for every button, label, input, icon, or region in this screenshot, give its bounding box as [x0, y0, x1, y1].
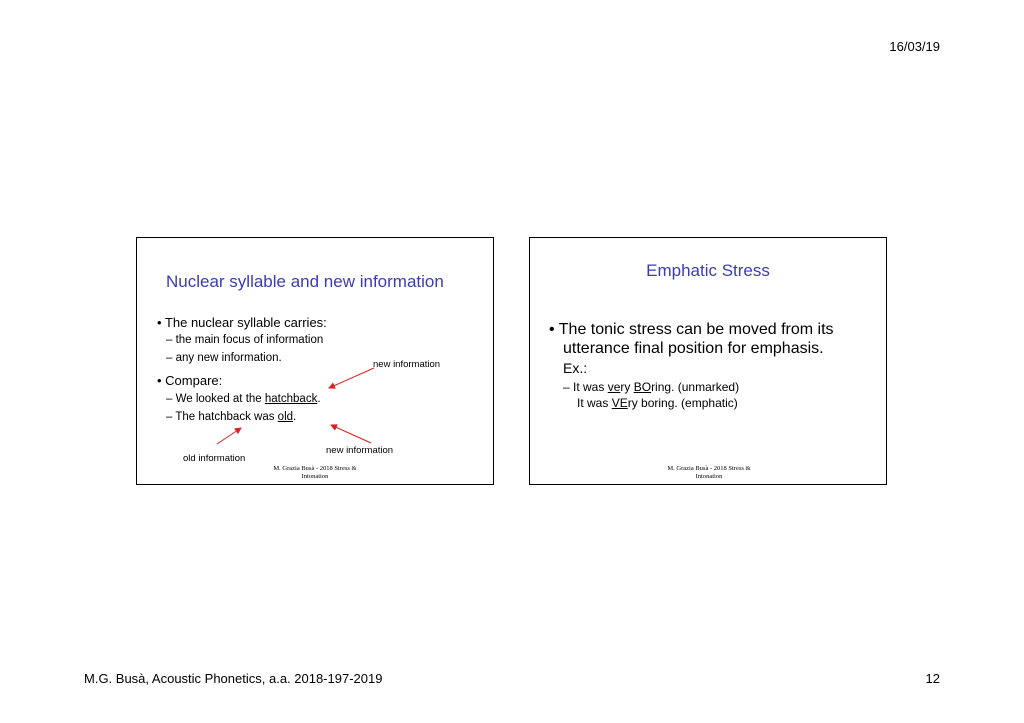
footer-course-info: M.G. Busà, Acoustic Phonetics, a.a. 2018-197-2019	[84, 671, 383, 686]
slide-credit: M. Grazia Busà - 2018 Stress & Intonation	[667, 465, 751, 480]
sub-item: – any new information.	[166, 352, 282, 364]
bullet-icon: •	[549, 321, 559, 338]
underlined-word: hatchback	[264, 393, 318, 405]
slide-title: Emphatic Stress	[646, 261, 770, 280]
annotation-old-information: old information	[183, 453, 246, 464]
underlined-syllable: ve	[607, 380, 621, 394]
example-label: Ex.:	[563, 360, 588, 376]
sub-item: – the main focus of information	[166, 334, 324, 346]
underlined-syllable: VE	[611, 396, 628, 410]
sub-item: – The hatchback was old.	[166, 411, 297, 423]
underlined-word: old	[277, 411, 294, 423]
sub-item: – We looked at the hatchback.	[166, 393, 321, 405]
page-date: 16/03/19	[889, 39, 940, 54]
example-item: It was VEry boring. (emphatic)	[577, 396, 738, 410]
underlined-syllable: BO	[633, 380, 652, 394]
arrow-to-hatchback	[329, 368, 374, 388]
slide-title: Nuclear syllable and new information	[166, 272, 444, 291]
bullet-item: • Compare:	[157, 373, 223, 388]
slide-credit: M. Grazia Busà - 2018 Stress & Intonation	[273, 465, 357, 480]
example-item: – It was very BOring. (unmarked)	[563, 380, 740, 394]
bullet-icon: •	[157, 373, 166, 388]
bullet-item: • The tonic stress can be moved from its	[549, 321, 834, 338]
annotation-new-information: new information	[373, 359, 441, 370]
page-number: 12	[925, 671, 940, 686]
annotation-new-information: new information	[326, 445, 394, 456]
bullet-icon: •	[157, 315, 165, 330]
bullet-item-continuation: utterance final position for emphasis.	[563, 340, 824, 357]
slide-nuclear-syllable	[136, 237, 494, 485]
slide-emphatic-stress	[529, 237, 887, 485]
arrow-to-old	[331, 425, 371, 443]
bullet-item: • The nuclear syllable carries:	[157, 315, 327, 330]
arrow-to-hatchback-old	[217, 428, 241, 444]
annotation-arrows	[137, 238, 493, 484]
